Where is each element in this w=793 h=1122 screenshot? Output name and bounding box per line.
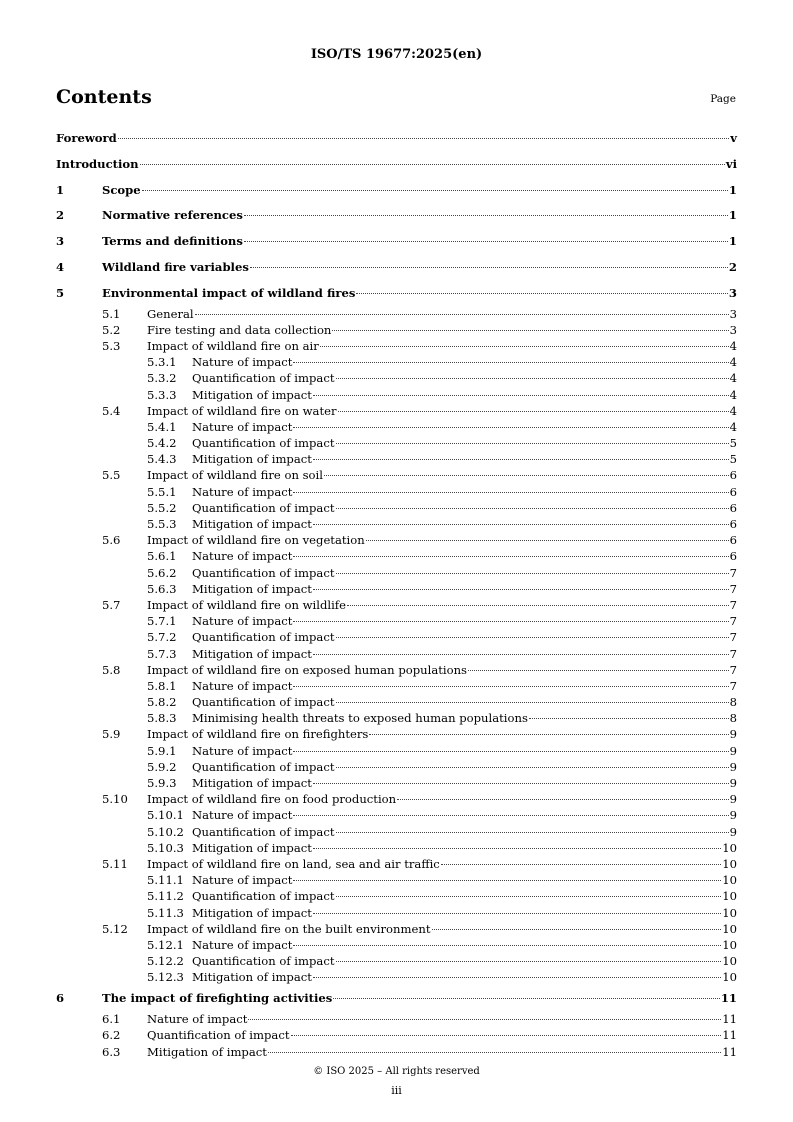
toc-entry[interactable] (56, 322, 737, 338)
toc-leader-dots (293, 362, 728, 363)
toc-entry-label: Normative references (102, 208, 243, 223)
toc-entry-page: 9 (729, 759, 737, 774)
toc-entry[interactable] (56, 743, 737, 759)
toc-entry-number: 1 (56, 182, 65, 197)
toc-entry-label: Impact of wildland fire on food production (147, 792, 397, 807)
toc-entry-page: 9 (729, 824, 737, 839)
toc-entry-page: 6 (729, 468, 737, 483)
toc-entry[interactable] (56, 791, 737, 807)
toc-entry-number: 5.4 (102, 403, 121, 418)
toc-entry-page: 7 (729, 614, 737, 629)
toc-entry-label: Mitigation of impact (192, 517, 312, 532)
toc-entry-number: 3 (56, 234, 65, 249)
toc-entry-label: Quantification of impact (147, 1028, 290, 1043)
toc-leader-dots (313, 977, 721, 978)
toc-entry-number: 5.10.3 (147, 840, 184, 855)
toc-entry[interactable] (56, 629, 737, 645)
toc-entry-page: 11 (722, 1028, 737, 1043)
toc-entry-page: 8 (729, 711, 737, 726)
toc-entry-number: 5.5.1 (147, 484, 177, 499)
toc-entry-label: Impact of wildland fire on exposed human populations (147, 662, 467, 677)
toc-entry-page: 9 (729, 727, 737, 742)
toc-leader-dots (336, 378, 729, 379)
toc-leader-dots (313, 848, 721, 849)
toc-leader-dots (250, 267, 728, 268)
toc-leader-dots (397, 799, 729, 800)
toc-leader-dots (336, 443, 729, 444)
toc-leader-dots (293, 492, 728, 493)
toc-entry-page: 7 (729, 581, 737, 596)
toc-entry-page: 11 (722, 1012, 737, 1027)
toc-entry-number: 5.8.1 (147, 678, 177, 693)
toc-entry-label: Mitigation of impact (192, 905, 312, 920)
toc-entry[interactable] (56, 204, 737, 228)
toc-entry-label: Mitigation of impact (192, 970, 312, 985)
toc-entry[interactable] (56, 1044, 737, 1060)
toc-entry-number: 6.3 (102, 1044, 121, 1059)
toc-entry[interactable] (56, 1027, 737, 1043)
toc-entry[interactable] (56, 726, 737, 742)
toc-entry-label: Mitigation of impact (192, 840, 312, 855)
toc-entry[interactable] (56, 824, 737, 840)
page-title: Contents (56, 86, 152, 108)
toc-entry[interactable] (56, 516, 737, 532)
toc-entry-number: 5.7.2 (147, 630, 177, 645)
toc-entry-number: 5.11 (102, 856, 128, 871)
toc-leader-dots (195, 314, 729, 315)
toc-entry-page: 10 (722, 873, 737, 888)
toc-entry-page: 11 (720, 991, 737, 1006)
toc-entry-label: Quantification of impact (192, 436, 335, 451)
toc-entry-page: 10 (722, 889, 737, 904)
toc-leader-dots (313, 524, 729, 525)
toc-entry-label: Impact of wildland fire on wildlife (147, 597, 346, 612)
toc-entry[interactable] (56, 807, 737, 823)
toc-entry-number: 5.7.1 (147, 614, 177, 629)
toc-entry-number: 5.11.1 (147, 873, 184, 888)
toc-leader-dots (293, 880, 721, 881)
toc-entry-page: 6 (729, 549, 737, 564)
toc-entry[interactable] (56, 775, 737, 791)
toc-entry[interactable] (56, 338, 737, 354)
toc-leader-dots (320, 346, 729, 347)
toc-leader-dots (338, 411, 729, 412)
toc-entry-label: Mitigation of impact (192, 581, 312, 596)
toc-entry-number: 2 (56, 208, 65, 223)
toc-entry[interactable] (56, 387, 737, 403)
toc-entry[interactable] (56, 565, 737, 581)
toc-entry[interactable] (56, 1011, 737, 1027)
toc-entry[interactable] (56, 435, 737, 451)
toc-entry-page: 10 (722, 921, 737, 936)
toc-entry-page: 10 (722, 954, 737, 969)
toc-entry-page: 11 (722, 1044, 737, 1059)
toc-entry-label: Nature of impact (192, 614, 293, 629)
toc-entry-number: 5.9 (102, 727, 121, 742)
toc-entry[interactable] (56, 230, 737, 254)
toc-entry-label: Mitigation of impact (192, 452, 312, 467)
toc-entry-label: Impact of wildland fire on firefighters (147, 727, 369, 742)
toc-entry-number: 4 (56, 259, 65, 274)
toc-entry-page: 10 (722, 937, 737, 952)
toc-entry-page: 4 (729, 419, 737, 434)
toc-entry[interactable] (56, 532, 737, 548)
toc-entry[interactable] (56, 856, 737, 872)
toc-entry-label: Nature of impact (192, 873, 293, 888)
toc-entry-label: Impact of wildland fire on water (147, 403, 337, 418)
toc-entry[interactable] (56, 759, 737, 775)
toc-entry-label: Scope (102, 182, 141, 197)
toc-entry-page: 9 (729, 776, 737, 791)
toc-entry-page: 10 (722, 856, 737, 871)
toc-entry-number: 5.2 (102, 322, 121, 337)
toc-entry-number: 5.3.3 (147, 387, 177, 402)
toc-entry-number: 5.4.1 (147, 419, 177, 434)
toc-leader-dots (268, 1052, 721, 1053)
toc-entry-label: Nature of impact (192, 937, 293, 952)
toc-entry-label: Nature of impact (192, 419, 293, 434)
toc-entry-number: 5.3.1 (147, 355, 177, 370)
toc-entry-number: 5.11.2 (147, 889, 184, 904)
toc-entry-number: 6 (56, 991, 65, 1006)
toc-leader-dots (293, 686, 728, 687)
toc-entry-page: 3 (729, 306, 737, 321)
toc-entry[interactable] (56, 678, 737, 694)
toc-entry-label: Mitigation of impact (192, 646, 312, 661)
toc-leader-dots (336, 508, 729, 509)
toc-entry-label: Impact of wildland fire on vegetation (147, 533, 365, 548)
toc-entry-label: Quantification of impact (192, 759, 335, 774)
toc-entry[interactable] (56, 451, 737, 467)
toc-leader-dots (468, 670, 729, 671)
toc-entry-page: 5 (729, 436, 737, 451)
toc-entry[interactable] (56, 840, 737, 856)
toc-entry[interactable] (56, 282, 737, 306)
toc-entry[interactable] (56, 888, 737, 904)
toc-entry-page: 6 (729, 533, 737, 548)
toc-leader-dots (313, 395, 729, 396)
toc-entry-number: 5.1 (102, 306, 121, 321)
toc-entry-label: Fire testing and data collection (147, 322, 332, 337)
toc-entry[interactable] (56, 613, 737, 629)
toc-entry-number: 5 (56, 285, 65, 300)
toc-entry[interactable] (56, 548, 737, 564)
toc-entry-number: 5.3 (102, 338, 121, 353)
toc-entry-page: 9 (729, 808, 737, 823)
page-column-label: Page (710, 93, 736, 105)
toc-entry-page: vi (725, 156, 737, 171)
toc-leader-dots (347, 605, 729, 606)
toc-entry-number: 5.11.3 (147, 905, 184, 920)
toc-entry-number: 5.12.3 (147, 970, 184, 985)
toc-entry-label: Nature of impact (192, 808, 293, 823)
toc-entry-number: 5.5.2 (147, 500, 177, 515)
toc-entry[interactable] (56, 581, 737, 597)
toc-entry-label: Quantification of impact (192, 695, 335, 710)
toc-entry-number: 5.10.2 (147, 824, 184, 839)
toc-leader-dots (118, 138, 730, 139)
toc-entry-number: 6.1 (102, 1012, 121, 1027)
toc-leader-dots (244, 215, 728, 216)
toc-entry-page: 5 (729, 452, 737, 467)
toc-entry[interactable] (56, 872, 737, 888)
toc-entry-label: Nature of impact (192, 355, 293, 370)
toc-entry-page: 7 (729, 662, 737, 677)
toc-entry-label: Impact of wildland fire on soil (147, 468, 323, 483)
toc-entry-page: 7 (729, 646, 737, 661)
toc-leader-dots (432, 929, 722, 930)
page-number: iii (391, 1084, 402, 1097)
toc-entry-page: 3 (729, 322, 737, 337)
toc-entry-label: Quantification of impact (192, 500, 335, 515)
toc-entry[interactable] (56, 969, 737, 985)
toc-leader-dots (336, 961, 722, 962)
toc-leader-dots (248, 1019, 721, 1020)
toc-leader-dots (336, 896, 722, 897)
toc-leader-dots (313, 913, 721, 914)
toc-entry-number: 5.10 (102, 792, 128, 807)
toc-entry-page: 7 (729, 597, 737, 612)
toc-entry-number: 5.10.1 (147, 808, 184, 823)
toc-entry-page: 1 (728, 234, 737, 249)
toc-entry[interactable] (56, 500, 737, 516)
toc-entry-number: 5.6.2 (147, 565, 177, 580)
toc-leader-dots (369, 734, 728, 735)
toc-entry-number: 5.6.3 (147, 581, 177, 596)
toc-entry-label: Quantification of impact (192, 371, 335, 386)
toc-entry-label: Impact of wildland fire on the built environment (147, 921, 431, 936)
toc-entry-label: Wildland fire variables (102, 259, 249, 274)
toc-entry-page: 1 (728, 208, 737, 223)
toc-entry-page: 7 (729, 630, 737, 645)
toc-entry-label: Nature of impact (192, 743, 293, 758)
toc-entry[interactable] (56, 370, 737, 386)
toc-leader-dots (336, 767, 729, 768)
toc-entry-number: 5.4.2 (147, 436, 177, 451)
toc-entry-label: Quantification of impact (192, 954, 335, 969)
toc-entry-number: 5.12.2 (147, 954, 184, 969)
toc-entry[interactable] (56, 710, 737, 726)
toc-entry-number: 5.6.1 (147, 549, 177, 564)
toc-entry[interactable] (56, 153, 737, 177)
toc-leader-dots (293, 427, 728, 428)
toc-entry-label: Nature of impact (147, 1012, 248, 1027)
toc-entry-page: 7 (729, 678, 737, 693)
toc-entry-number: 5.3.2 (147, 371, 177, 386)
toc-entry-number: 5.12.1 (147, 937, 184, 952)
toc-entry[interactable] (56, 987, 737, 1011)
toc-entry[interactable] (56, 953, 737, 969)
toc-entry-page: 1 (728, 182, 737, 197)
toc-entry-label: Minimising health threats to exposed human populations (192, 711, 528, 726)
toc-leader-dots (313, 654, 729, 655)
toc-entry-page: 7 (729, 565, 737, 580)
toc-entry[interactable] (56, 646, 737, 662)
toc-entry[interactable] (56, 937, 737, 953)
toc-leader-dots (356, 293, 728, 294)
toc-leader-dots (140, 164, 725, 165)
toc-entry[interactable] (56, 419, 737, 435)
toc-entry[interactable] (56, 127, 737, 151)
toc-entry-number: 5.9.2 (147, 759, 177, 774)
toc-leader-dots (293, 945, 721, 946)
toc-entry-page: 9 (729, 792, 737, 807)
toc-leader-dots (293, 556, 728, 557)
toc-entry-label: General (147, 306, 194, 321)
toc-entry-label: Mitigation of impact (192, 387, 312, 402)
toc-entry[interactable] (56, 467, 737, 483)
toc-entry-number: 5.4.3 (147, 452, 177, 467)
toc-entry-page: 6 (729, 517, 737, 532)
toc-entry-number: 5.5.3 (147, 517, 177, 532)
toc-entry[interactable] (56, 662, 737, 678)
toc-leader-dots (313, 783, 729, 784)
toc-entry-page: 10 (722, 905, 737, 920)
toc-entry[interactable] (56, 306, 737, 322)
toc-entry-number: 5.8.2 (147, 695, 177, 710)
toc-entry[interactable] (56, 354, 737, 370)
toc-entry-label: Impact of wildland fire on land, sea and air traffic (147, 856, 440, 871)
toc-leader-dots (441, 864, 721, 865)
toc-leader-dots (333, 998, 720, 999)
toc-entry-page: 10 (722, 970, 737, 985)
toc-leader-dots (336, 637, 729, 638)
toc-entry-number: 5.5 (102, 468, 121, 483)
toc-leader-dots (324, 475, 729, 476)
toc-entry-number: 5.8 (102, 662, 121, 677)
toc-entry-number: 5.9.1 (147, 743, 177, 758)
toc-entry-label: Nature of impact (192, 549, 293, 564)
toc-entry-number: 5.12 (102, 921, 128, 936)
toc-leader-dots (291, 1035, 722, 1036)
toc-entry-page: 4 (729, 387, 737, 402)
toc-leader-dots (529, 718, 729, 719)
toc-leader-dots (293, 751, 728, 752)
toc-entry-page: 2 (728, 259, 737, 274)
toc-leader-dots (293, 815, 728, 816)
toc-entry-label: Environmental impact of wildland fires (102, 285, 356, 300)
toc-entry-label: Terms and definitions (102, 234, 243, 249)
toc-entry-page: 4 (729, 338, 737, 353)
toc-entry-page: 4 (729, 371, 737, 386)
toc-entry-page: 4 (729, 355, 737, 370)
toc-entry-page: 8 (729, 695, 737, 710)
toc-entry[interactable] (56, 403, 737, 419)
toc-entry-label: Foreword (56, 131, 117, 145)
toc-entry[interactable] (56, 694, 737, 710)
toc-entry-page: 10 (722, 840, 737, 855)
toc-entry-number: 5.8.3 (147, 711, 177, 726)
toc-entry-page: 6 (729, 484, 737, 499)
toc-entry-number: 5.6 (102, 533, 121, 548)
toc-leader-dots (244, 241, 728, 242)
toc-leader-dots (142, 190, 728, 191)
toc-entry-label: Quantification of impact (192, 565, 335, 580)
toc-leader-dots (336, 702, 729, 703)
toc-leader-dots (336, 832, 729, 833)
toc-entry-label: Impact of wildland fire on air (147, 338, 319, 353)
toc-entry-page: 4 (729, 403, 737, 418)
toc-leader-dots (336, 573, 729, 574)
toc-leader-dots (366, 540, 729, 541)
toc-entry-label: Quantification of impact (192, 889, 335, 904)
toc-entry-page: 6 (729, 500, 737, 515)
toc-entry-label: Quantification of impact (192, 630, 335, 645)
toc-entry-label: Quantification of impact (192, 824, 335, 839)
copyright-footer: © ISO 2025 – All rights reserved (313, 1066, 480, 1077)
toc-leader-dots (293, 621, 728, 622)
table-of-contents (56, 127, 737, 1060)
toc-entry-label: Introduction (56, 156, 139, 171)
toc-entry[interactable] (56, 484, 737, 500)
toc-leader-dots (313, 459, 729, 460)
toc-entry-number: 5.7.3 (147, 646, 177, 661)
toc-entry[interactable] (56, 179, 737, 203)
toc-entry-label: The impact of firefighting activities (102, 991, 333, 1006)
toc-entry-number: 6.2 (102, 1028, 121, 1043)
toc-entry-label: Nature of impact (192, 678, 293, 693)
toc-entry-label: Nature of impact (192, 484, 293, 499)
toc-entry[interactable] (56, 256, 737, 280)
toc-entry-number: 5.9.3 (147, 776, 177, 791)
toc-leader-dots (313, 589, 729, 590)
document-header: ISO/TS 19677:2025(en) (310, 47, 483, 62)
toc-entry[interactable] (56, 905, 737, 921)
toc-entry[interactable] (56, 597, 737, 613)
toc-entry-label: Mitigation of impact (147, 1044, 267, 1059)
toc-leader-dots (332, 330, 728, 331)
toc-entry[interactable] (56, 921, 737, 937)
toc-entry-page: 9 (729, 743, 737, 758)
toc-entry-page: v (730, 131, 737, 145)
toc-entry-number: 5.7 (102, 597, 121, 612)
toc-entry-page: 3 (728, 285, 737, 300)
toc-entry-label: Mitigation of impact (192, 776, 312, 791)
